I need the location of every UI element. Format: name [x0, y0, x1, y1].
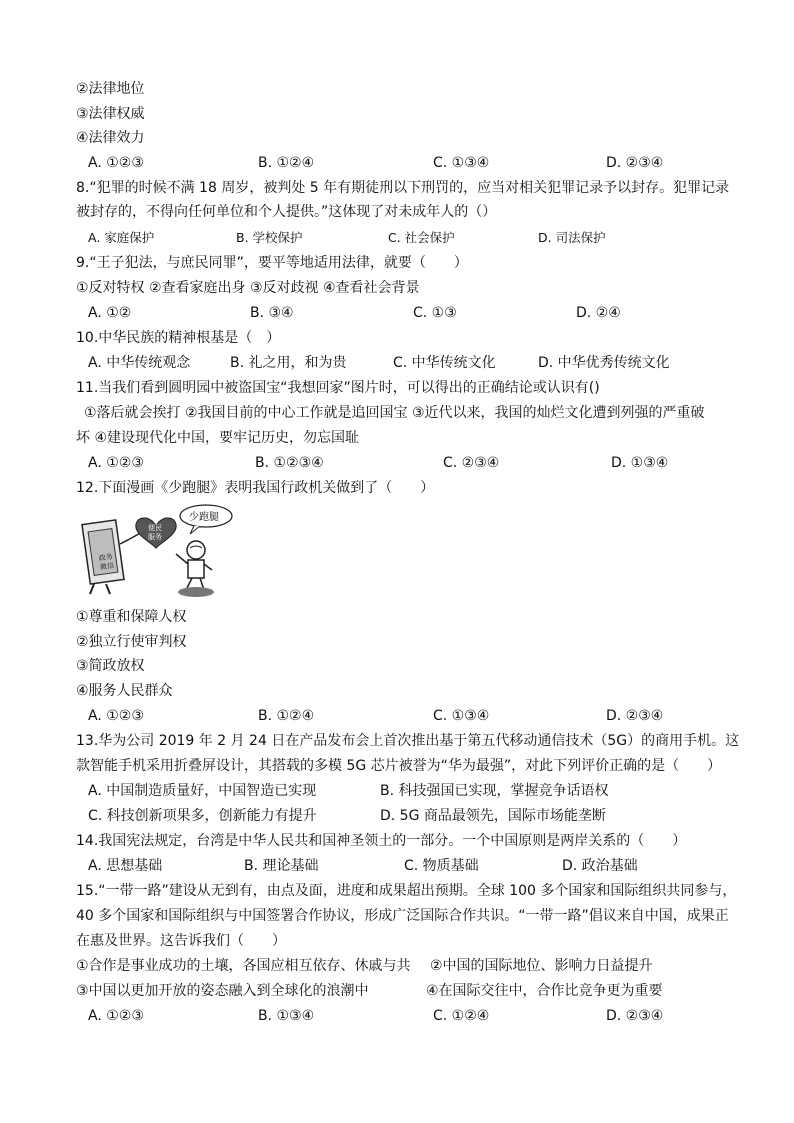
q12-item-2: ②独立行使审判权 [76, 634, 187, 650]
q7-option-d[interactable]: D. ②③④ [606, 155, 664, 171]
q13-stem-line-1: 13.华为公司 2019 年 2 月 24 日在产品发布会上首次推出基于第五代移动通信技术（5G）的商用手机。这 [76, 733, 740, 749]
q9-option-c[interactable]: C. ①③ [413, 305, 457, 321]
q13-options-row-2 [88, 805, 728, 827]
q8-stem-line-1: 8.“犯罪的时候不满 18 周岁，被判处 5 年有期徒刑以下刑罚的，应当对相关犯罪记录予以封存。犯罪记录 [76, 180, 730, 196]
q14-stem: 14.我国宪法规定，台湾是中华人民共和国神圣领土的一部分。一个中国原则是两岸关系的（ ） [76, 833, 687, 849]
q15-option-b[interactable]: B. ①③④ [258, 1008, 315, 1024]
q13-options-row-1 [88, 780, 728, 802]
q7-item-4: ④法律效力 [76, 130, 145, 146]
q11-option-b[interactable]: B. ①②③④ [255, 455, 324, 471]
q9-stem: 9.“王子犯法，与庶民同罪”，要平等地适用法律，就要（ ） [76, 255, 468, 271]
q14-option-d[interactable]: D. 政治基础 [562, 858, 638, 874]
q9-option-b[interactable]: B. ③④ [250, 305, 294, 321]
q12-item-1: ①尊重和保障人权 [76, 609, 187, 625]
q7-options [88, 152, 728, 174]
q13-stem-line-2: 款智能手机采用折叠屏设计，其搭载的多模 5G 芯片被誉为“华为最强”，对此下列评价正确的是（ ） [76, 758, 722, 774]
q12-comic-image [76, 504, 236, 600]
q7-option-a[interactable]: A. ①②③ [88, 155, 144, 171]
q7-option-b[interactable]: B. ①②④ [258, 155, 315, 171]
q12-comic-book-line-2: 微信 [99, 561, 115, 572]
q15-item-4: ④在国际交往中，合作比竞争更为重要 [426, 983, 663, 999]
q11-items-line-1: ①落后就会挨打 ②我国目前的中心工作就是追回国宝 ③近代以来，我国的灿烂文化遭到列强的严重破 [84, 405, 705, 421]
q12-comic-speech-bubble [180, 505, 232, 534]
q15-stem-line-1: 15.“一带一路”建设从无到有，由点及面，进度和成果超出预期。全球 100 多个国家和国际组织共同参与， [76, 883, 737, 899]
q14-option-b[interactable]: B. 理论基础 [244, 858, 319, 874]
q14-option-c[interactable]: C. 物质基础 [404, 858, 479, 874]
q11-option-a[interactable]: A. ①②③ [88, 455, 144, 471]
q7-item-2: ②法律地位 [76, 81, 145, 97]
q14-option-a[interactable]: A. 思想基础 [88, 858, 163, 874]
q15-stem-line-3: 在惠及世界。这告诉我们（ ） [76, 933, 286, 949]
q12-comic-heart [136, 518, 176, 548]
q13-option-a[interactable]: A. 中国制造质量好，中国智造已实现 [88, 783, 317, 799]
q11-option-d[interactable]: D. ①③④ [611, 455, 669, 471]
q11-stem: 11.当我们看到圆明园中被盗国宝“我想回家”图片时，可以得出的正确结论或认识有() [76, 380, 600, 396]
q8-stem-line-2: 被封存的，不得向任何单位和个人提供。”这体现了对未成年人的（） [76, 204, 497, 220]
q10-option-d[interactable]: D. 中华优秀传统文化 [538, 355, 670, 371]
q8-options [88, 227, 728, 249]
q15-option-c[interactable]: C. ①②④ [433, 1008, 490, 1024]
q9-option-d[interactable]: D. ②④ [576, 305, 621, 321]
q10-option-c[interactable]: C. 中华传统文化 [393, 355, 496, 371]
q10-option-a[interactable]: A. 中华传统观念 [88, 355, 191, 371]
q12-comic-book-line-1: 政务 [98, 552, 114, 563]
q11-items-line-2: 坏 ④建设现代化中国，要牢记历史，勿忘国耻 [76, 430, 359, 446]
q13-option-b[interactable]: B. 科技强国已实现，掌握竞争话语权 [380, 783, 609, 799]
q12-option-c[interactable]: C. ①③④ [433, 708, 490, 724]
q13-option-c[interactable]: C. 科技创新项果多，创新能力有提升 [88, 808, 317, 824]
q15-item-1: ①合作是事业成功的土壤，各国应相互依存、休戚与共 [76, 958, 411, 974]
q12-comic-heart-line-2: 服务 [148, 533, 162, 541]
q8-option-b[interactable]: B. 学校保护 [236, 230, 303, 245]
q15-stem-line-2: 40 多个国家和国际组织与中国签署合作协议，形成广泛国际合作共识。“一带一路”倡议来自中国，成果正 [76, 908, 729, 924]
q15-item-3: ③中国以更加开放的姿态融入到全球化的浪潮中 [76, 983, 369, 999]
q12-comic-book-figure [82, 520, 142, 594]
q8-option-a[interactable]: A. 家庭保护 [88, 230, 155, 245]
q7-option-c[interactable]: C. ①③④ [433, 155, 490, 171]
q13-option-d[interactable]: D. 5G 商品最领先，国际市场能垄断 [380, 808, 606, 824]
q10-option-b[interactable]: B. 礼之用，和为贵 [230, 355, 347, 371]
q12-comic-bubble-text: 少跑腿 [189, 512, 219, 523]
q12-comic-person [176, 541, 214, 597]
q11-option-c[interactable]: C. ②③④ [443, 455, 500, 471]
q9-items: ①反对特权 ②查看家庭出身 ③反对歧视 ④查看社会背景 [76, 280, 420, 296]
q8-option-d[interactable]: D. 司法保护 [538, 230, 606, 245]
q12-option-a[interactable]: A. ①②③ [88, 708, 144, 724]
q12-comic-heart-line-1: 便民 [148, 524, 162, 532]
q15-item-2: ②中国的国际地位、影响力日益提升 [430, 958, 653, 974]
q12-item-3: ③简政放权 [76, 658, 145, 674]
q12-stem: 12.下面漫画《少跑腿》表明我国行政机关做到了（ ） [76, 480, 435, 496]
q7-item-3: ③法律权威 [76, 106, 145, 122]
q11-options [88, 452, 728, 474]
q10-stem: 10.中华民族的精神根基是（ ） [76, 330, 281, 346]
q12-option-b[interactable]: B. ①②④ [258, 708, 315, 724]
q12-option-d[interactable]: D. ②③④ [606, 708, 664, 724]
q9-option-a[interactable]: A. ①② [88, 305, 132, 321]
q9-options [88, 302, 728, 324]
q14-options [88, 855, 728, 877]
q15-option-a[interactable]: A. ①②③ [88, 1008, 144, 1024]
q12-options [88, 705, 728, 727]
q10-options [88, 352, 728, 374]
q8-option-c[interactable]: C. 社会保护 [388, 230, 455, 245]
q15-option-d[interactable]: D. ②③④ [606, 1008, 664, 1024]
q15-options [88, 1005, 728, 1027]
q12-item-4: ④服务人民群众 [76, 683, 173, 699]
